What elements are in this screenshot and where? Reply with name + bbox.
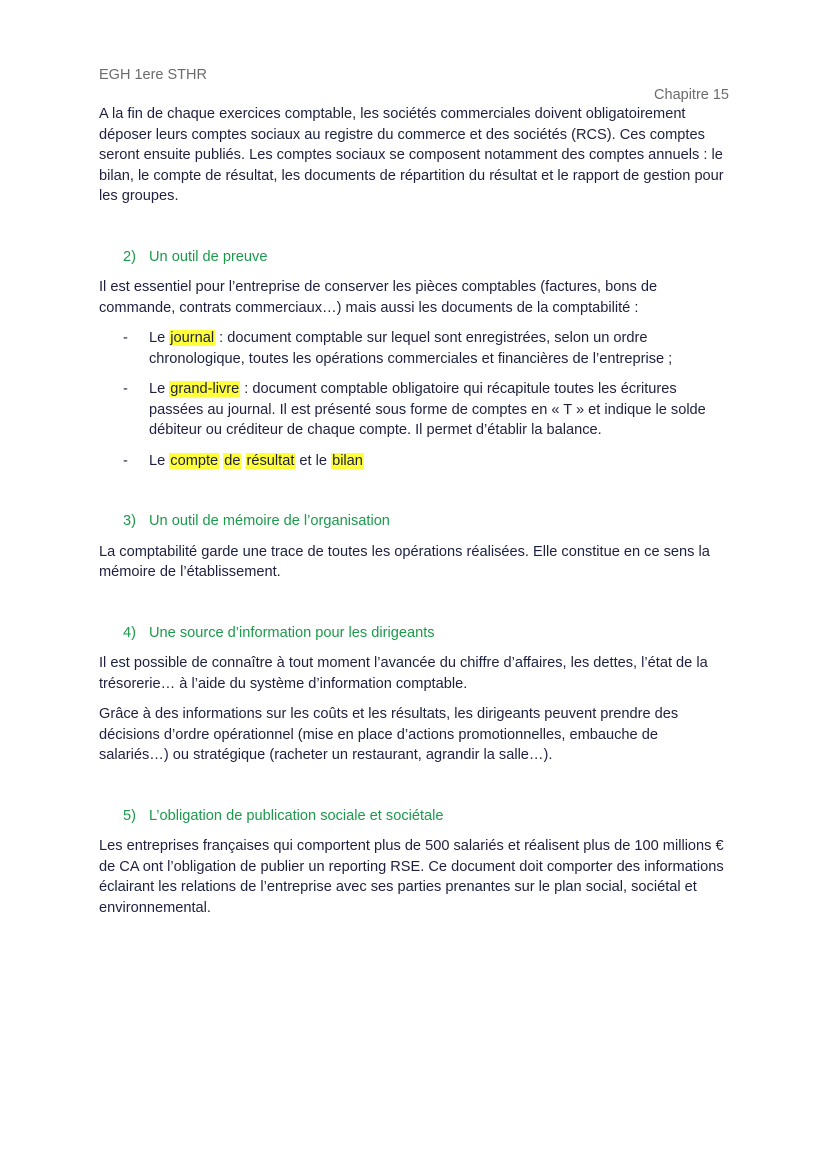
item-text: : document comptable sur lequel sont enregistrées, selon un ordre chronologique, toutes les opérations commerciales et financières de l’entreprise ; [149, 330, 673, 367]
section-4-paragraph-1: Il est possible de connaître à tout moment l’avancée du chiffre d’affaires, les dettes, l’état de la trésorerie… à l’aide du système d’information comptable. [99, 655, 708, 692]
section-5-paragraph: Les entreprises françaises qui comportent plus de 500 salariés et réalisent plus de 100 millions € de CA ont l’obligation de publier un reporting RSE. Ce document doit comporter des informations éclairant les relations de l’entreprise avec ses parties prenantes sur le plan social, sociétal et environnemental. [99, 838, 724, 916]
list-item-grand-livre [99, 379, 731, 441]
intro-paragraph: A la fin de chaque exercices comptable, les sociétés commerciales doivent obligatoirement déposer leurs comptes sociaux au registre du commerce et des sociétés (RCS). Ces comptes seront ensuite publiés. Les comptes sociaux se composent notamment des comptes annuels : le bilan, le compte de résultat, les documents de répartition du résultat et le rapport de gestion pour les groupes. [99, 106, 724, 204]
section-2-heading [99, 247, 731, 268]
section-2-number: 2) [123, 248, 136, 265]
section-4-title: Une source d’information pour les dirigeants [149, 624, 435, 641]
section-3-number: 3) [123, 513, 136, 529]
item-prefix: Le [149, 381, 170, 397]
item-text: : document comptable obligatoire qui récapitule toutes les écritures passées au journal. Il est présenté sous forme de comptes en « T » et indique le solde débiteur ou créditeur de chaque compte. Il permet d’établir la balance. [149, 381, 706, 438]
highlight-grand-livre: grand-livre [170, 381, 240, 397]
highlight-resultat: résultat [246, 452, 295, 469]
list-item-journal [99, 328, 731, 369]
section-3-title: Un outil de mémoire de l’organisation [149, 513, 390, 529]
section-3-heading [99, 511, 731, 532]
section-5-heading [99, 806, 731, 827]
section-2-title: Un outil de preuve [149, 248, 268, 265]
section-4-paragraph-2: Grâce à des informations sur les coûts et les résultats, les dirigeants peuvent prendre des décisions d’ordre opérationnel (mise en place d’actions promotionnelles, embauche de salariés…) ou stratégique (racheter un restaurant, agrandir la salle…). [99, 706, 679, 763]
section-2-paragraph: Il est essentiel pour l’entreprise de conserver les pièces comptables (factures, bons de commande, contrats commerciaux…) mais aussi les documents de la comptabilité : [99, 279, 658, 316]
section-3-paragraph: La comptabilité garde une trace de toutes les opérations réalisées. Elle constitue en ce sens la mémoire de l’établissement. [99, 543, 710, 580]
highlight-compte: compte [170, 452, 219, 469]
highlight-de: de [224, 452, 241, 469]
header-course: EGH 1ere STHR [99, 67, 207, 83]
item-text: et le [295, 452, 332, 469]
highlight-bilan: bilan [332, 452, 363, 469]
document-body [99, 104, 731, 928]
list-item-compte-resultat-bilan [99, 451, 731, 472]
section-5-number: 5) [123, 807, 136, 824]
documents-list [99, 328, 731, 471]
section-5-title: L’obligation de publication sociale et sociétale [149, 807, 444, 824]
item-prefix: Le [149, 330, 170, 346]
section-4-heading [99, 623, 731, 644]
item-prefix: Le [149, 452, 170, 469]
highlight-journal: journal [170, 330, 215, 346]
section-4-number: 4) [123, 624, 136, 641]
header-chapter: Chapitre 15 [654, 87, 729, 103]
